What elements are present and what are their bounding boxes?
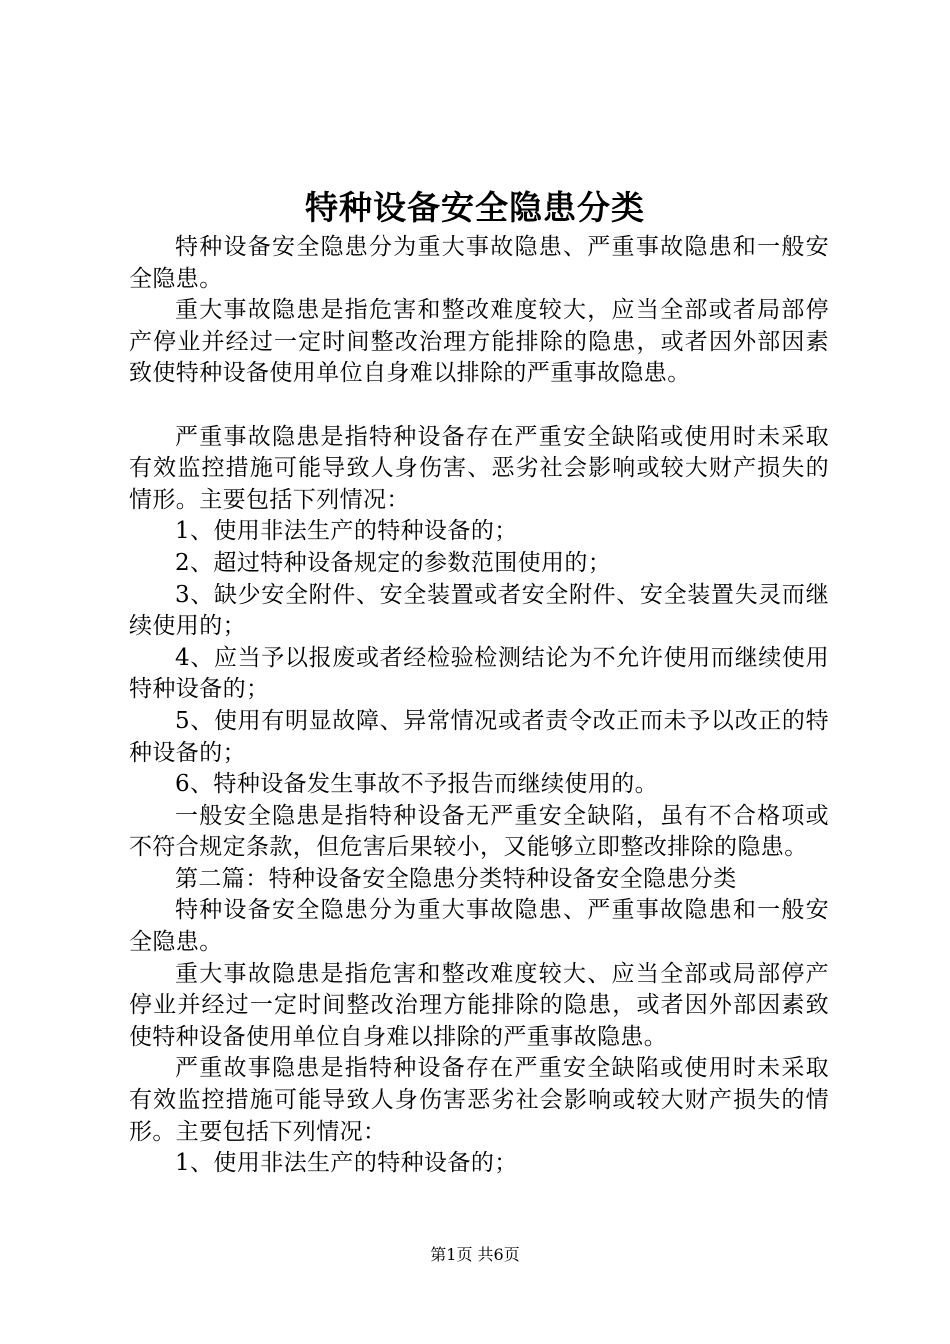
paragraph: 重大事故隐患是指危害和整改难度较大、应当全部或局部停产停业并经过一定时间整改治理方能排除的隐患，或者因外部因素致使特种设备使用单位自身难以排除的严重事故隐患。 [129, 960, 829, 1050]
paragraph: 严重故事隐患是指特种设备存在严重安全缺陷或使用时未采取有效监控措施可能导致人身伤害恶劣社会影响或较大财产损失的情形。主要包括下列情况： [129, 1055, 829, 1145]
list-item: 6、特种设备发生事故不予报告而继续使用的。 [175, 771, 659, 798]
blank-line [129, 390, 829, 422]
list-item: 5、使用有明显故障、异常情况或者责令改正而未予以改正的特种设备的； [129, 707, 829, 766]
paragraph: 一般安全隐患是指特种设备无严重安全缺陷，虽有不合格项或不符合规定条款，但危害后果较小，又能够立即整改排除的隐患。 [129, 802, 829, 861]
list-item: 1、使用非法生产的特种设备的； [175, 518, 518, 545]
paragraph: 严重事故隐患是指特种设备存在严重安全缺陷或使用时未采取有效监控措施可能导致人身伤害、恶劣社会影响或较大财产损失的情形。主要包括下列情况： [129, 423, 829, 513]
list-item: 1、使用非法生产的特种设备的； [175, 1150, 518, 1177]
paragraph: 重大事故隐患是指危害和整改难度较大，应当全部或者局部停产停业并经过一定时间整改治理方能排除的隐患，或者因外部因素致使特种设备使用单位自身难以排除的严重事故隐患。 [129, 297, 829, 387]
paragraph: 特种设备安全隐患分为重大事故隐患、严重事故隐患和一般安全隐患。 [129, 897, 829, 956]
section-heading: 第二篇：特种设备安全隐患分类特种设备安全隐患分类 [175, 865, 737, 892]
list-item: 2、超过特种设备规定的参数范围使用的； [175, 549, 612, 576]
document-body [129, 232, 829, 1180]
paragraph: 特种设备安全隐患分为重大事故隐患、严重事故隐患和一般安全隐患。 [129, 234, 829, 292]
list-item: 3、缺少安全附件、安全装置或者安全附件、安全装置失灵而继续使用的； [129, 581, 829, 640]
page-footer: 第1页 共6页 [430, 1245, 520, 1264]
document-title: 特种设备安全隐患分类 [305, 188, 645, 227]
list-item: 4、应当予以报废或者经检验检测结论为不允许使用而继续使用特种设备的； [129, 644, 829, 703]
